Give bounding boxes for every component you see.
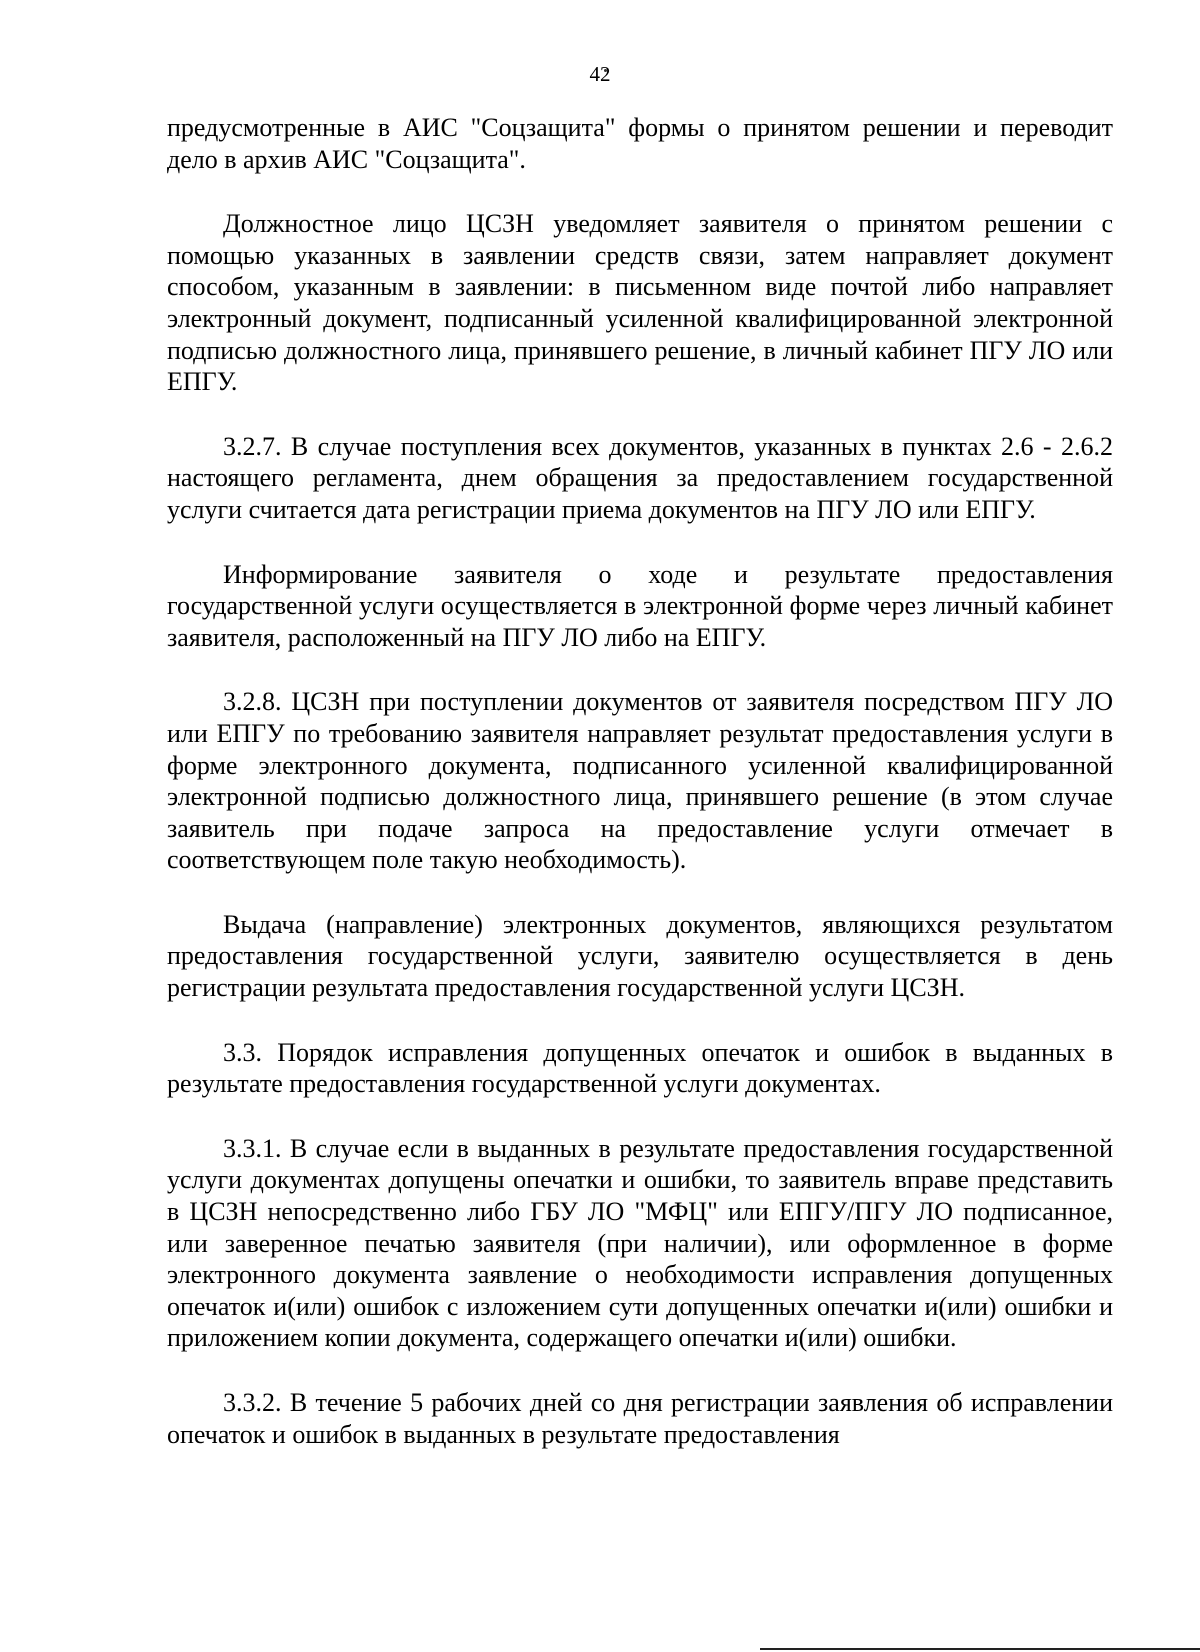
scan-bottom-edge <box>760 1648 1200 1650</box>
paragraph-3-3-2: 3.3.2. В течение 5 рабочих дней со дня регистрации заявления об исправлении опечаток и ошибок в выданных в результате предоставления <box>167 1388 1113 1449</box>
document-body <box>167 112 1113 1450</box>
page-number: 42 <box>589 62 611 86</box>
paragraph-informing: Информирование заявителя о ходе и результате предоставления государственной услуги осуществляется в электронной форме через личный кабинет заявителя, расположенный на ПГУ ЛО либо на ЕПГУ. <box>167 559 1113 652</box>
paragraph-3-2-7: 3.2.7. В случае поступления всех документов, указанных в пунктах 2.6 - 2.6.2 настоящего регламента, днем обращения за предоставлением государственной услуги считается дата регистрации приема документов на ПГУ ЛО или ЕПГУ. <box>167 431 1113 524</box>
paragraph-notification: Должностное лицо ЦСЗН уведомляет заявителя о принятом решении с помощью указанных в заявлении средств связи, затем направляет документ способом, указанным в заявлении: в письменном виде почтой либо направляет электронный документ, подписанный усиленной квалифицированной электронной подписью должностного лица, принявшего решение, в личный кабинет ПГУ ЛО или ЕПГУ. <box>167 209 1113 397</box>
paragraph-3-3-1: 3.3.1. В случае если в выданных в результате предоставления государственной услуги документах допущены опечатки и ошибки, то заявитель вправе представить в ЦСЗН непосредственно либо ГБУ ЛО "МФЦ" или ЕПГУ/ПГУ ЛО подписанное, или заверенное печатью заявителя (при наличии), или оформленное в форме электронного документа заявление о необходимости исправления допущенных опечаток и(или) ошибок с изложением сути допущенных опечатки и(или) ошибки и приложением копии документа, содержащего опечатки и(или) ошибки. <box>167 1133 1113 1353</box>
paragraph-issuance: Выдача (направление) электронных документов, являющихся результатом предоставления государственной услуги, заявителю осуществляется в день регистрации результата предоставления государственной услуги ЦСЗН. <box>167 909 1113 1003</box>
paragraph-3-3: 3.3. Порядок исправления допущенных опечаток и ошибок в выданных в результате предоставления государственной услуги документах. <box>167 1037 1113 1099</box>
paragraph-continuation: предусмотренные в АИС "Соцзащита" формы о принятом решении и переводит дело в архив АИС "Соцзащита". <box>167 113 1113 174</box>
paragraph-3-2-8: 3.2.8. ЦСЗН при поступлении документов от заявителя посредством ПГУ ЛО или ЕПГУ по требованию заявителя направляет результат предоставления услуги в форме электронного документа, подписанного усиленной квалифицированной электронной подписью должностного лица, принявшего решение (в этом случае заявитель при подаче запроса на предоставление услуги отмечает в соответствующем поле такую необходимость). <box>167 687 1113 875</box>
